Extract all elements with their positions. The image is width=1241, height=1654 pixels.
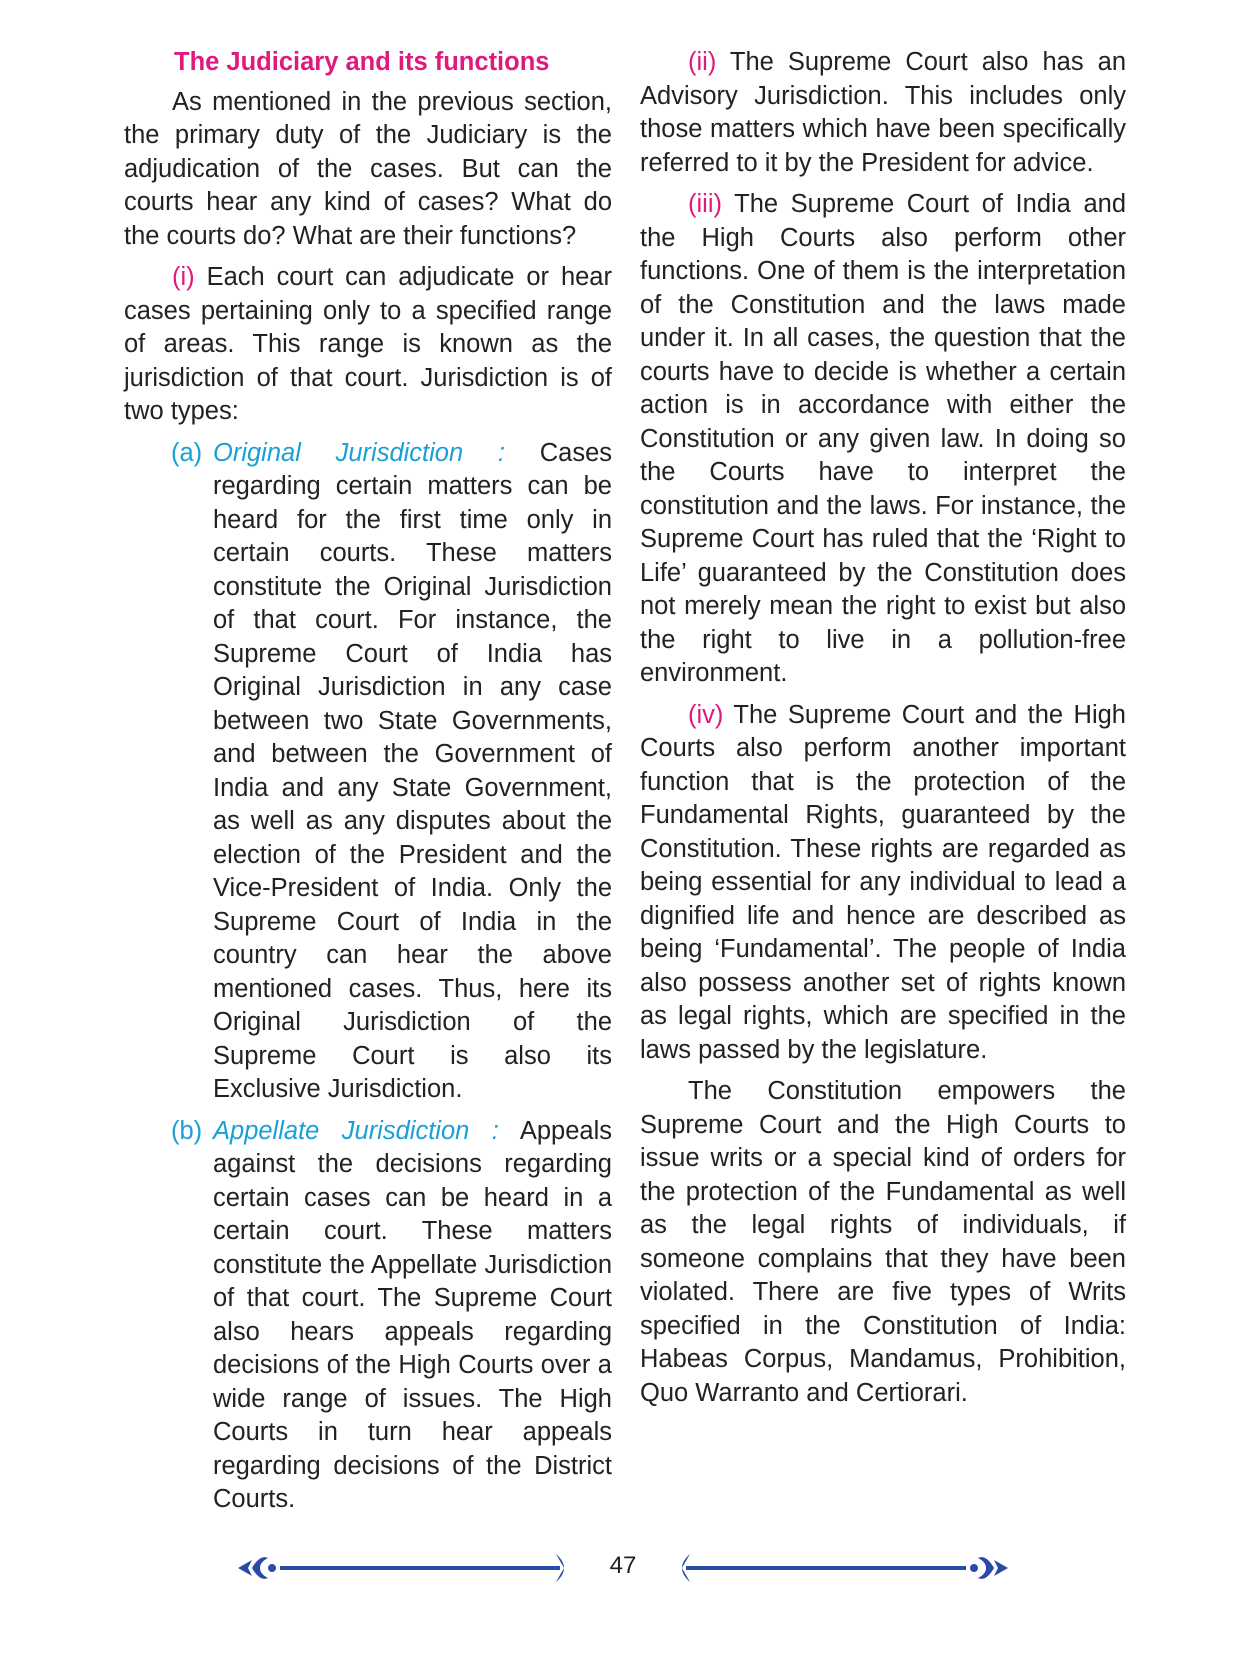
point-iv-paragraph	[640, 699, 1126, 1068]
page-number: 47	[609, 1552, 637, 1579]
original-jurisdiction-text: Cases regarding certain matters can be heard for the first time only in certain courts. These matters constitute the Original Jurisdiction of that court. For instance, the Supreme Court of India has Original Jurisdiction in any case between two State Governments, and between the Government of India and any State Government, as well as any disputes about the election of the President and the Vice-President of India. Only the Supreme Court of India in the country can hear the above mentioned cases. Thus, here its Original Jurisdiction of the Supreme Court is also its Exclusive Jurisdiction.	[213, 438, 613, 1103]
point-iv-text: The Supreme Court and the High Courts also perform another important function that is the protection of the Fundamental Rights, guaranteed by the Constitution. These rights are regarded as being essential for any individual to lead a dignified life and hence are described as being ‘Fundamental’. The people of India also possess another set of rights known as legal rights, which are specified in the laws passed by the legislature.	[640, 700, 1126, 1064]
sub-a-label: (a)	[171, 438, 203, 467]
sub-b-label: (b)	[171, 1116, 203, 1145]
point-i-marker: (i)	[172, 263, 195, 291]
left-column	[124, 46, 612, 1525]
writs-paragraph: The Constitution empowers the Supreme Court and the High Courts to issue writs or a special kind of orders for the protection of the Fundamental as well as the legal rights of individuals, if someone complains that they have been violated. There are five types of Writs specified in the Constitution of India: Habeas Corpus, Mandamus, Prohibition, Quo Warranto and Certiorari.	[640, 1077, 1126, 1407]
appellate-jurisdiction-text: Appeals against the decisions regarding certain cases can be heard in a certain court. These matters constitute the Appellate Jurisdiction of that court. The Supreme Court also hears appeals regarding decisions of the High Courts over a wide range of issues. The High Courts in turn hear appeals regarding decisions of the District Courts.	[213, 1116, 613, 1513]
appellate-jurisdiction-term: Appellate Jurisdiction :	[213, 1116, 499, 1145]
section-title: The Judiciary and its functions	[174, 48, 550, 76]
original-jurisdiction-item	[124, 437, 612, 1107]
page-footer-ornament	[238, 1546, 1008, 1590]
appellate-jurisdiction-item	[124, 1115, 612, 1517]
point-iii-text: The Supreme Court of India and the High Courts also perform other functions. One of them is the interpretation of the Constitution and the laws made under it. In all cases, the question that the courts have to decide is whether a certain action is in accordance with either the Constitution or any given law. In doing so the Courts have to interpret the constitution and the laws. For instance, the Supreme Court has ruled that the ‘Right to Life’ guaranteed by the Constitution does not merely mean the right to exist but also the right to live in a pollution-free environment.	[640, 190, 1126, 687]
point-ii-text: The Supreme Court also has an Advisory Jurisdiction. This includes only those matters which have been specifically referred to it by the President for advice.	[640, 48, 1126, 177]
point-iii-marker: (iii)	[688, 190, 722, 218]
point-i-paragraph	[124, 261, 612, 429]
point-ii-marker: (ii)	[688, 48, 717, 76]
point-iv-marker: (iv)	[688, 700, 724, 729]
original-jurisdiction-term: Original Jurisdiction :	[213, 438, 505, 467]
point-i-text: Each court can adjudicate or hear cases pertaining only to a specified range of areas. This range is known as the jurisdiction of that court. Jurisdiction is of two types:	[124, 263, 612, 425]
intro-paragraph: As mentioned in the previous section, the primary duty of the Judiciary is the adjudication of the cases. But can the courts hear any kind of cases? What do the courts do? What are their functions?	[124, 87, 612, 250]
right-column	[640, 46, 1126, 1418]
point-iii-paragraph	[640, 188, 1126, 691]
point-ii-paragraph	[640, 46, 1126, 180]
